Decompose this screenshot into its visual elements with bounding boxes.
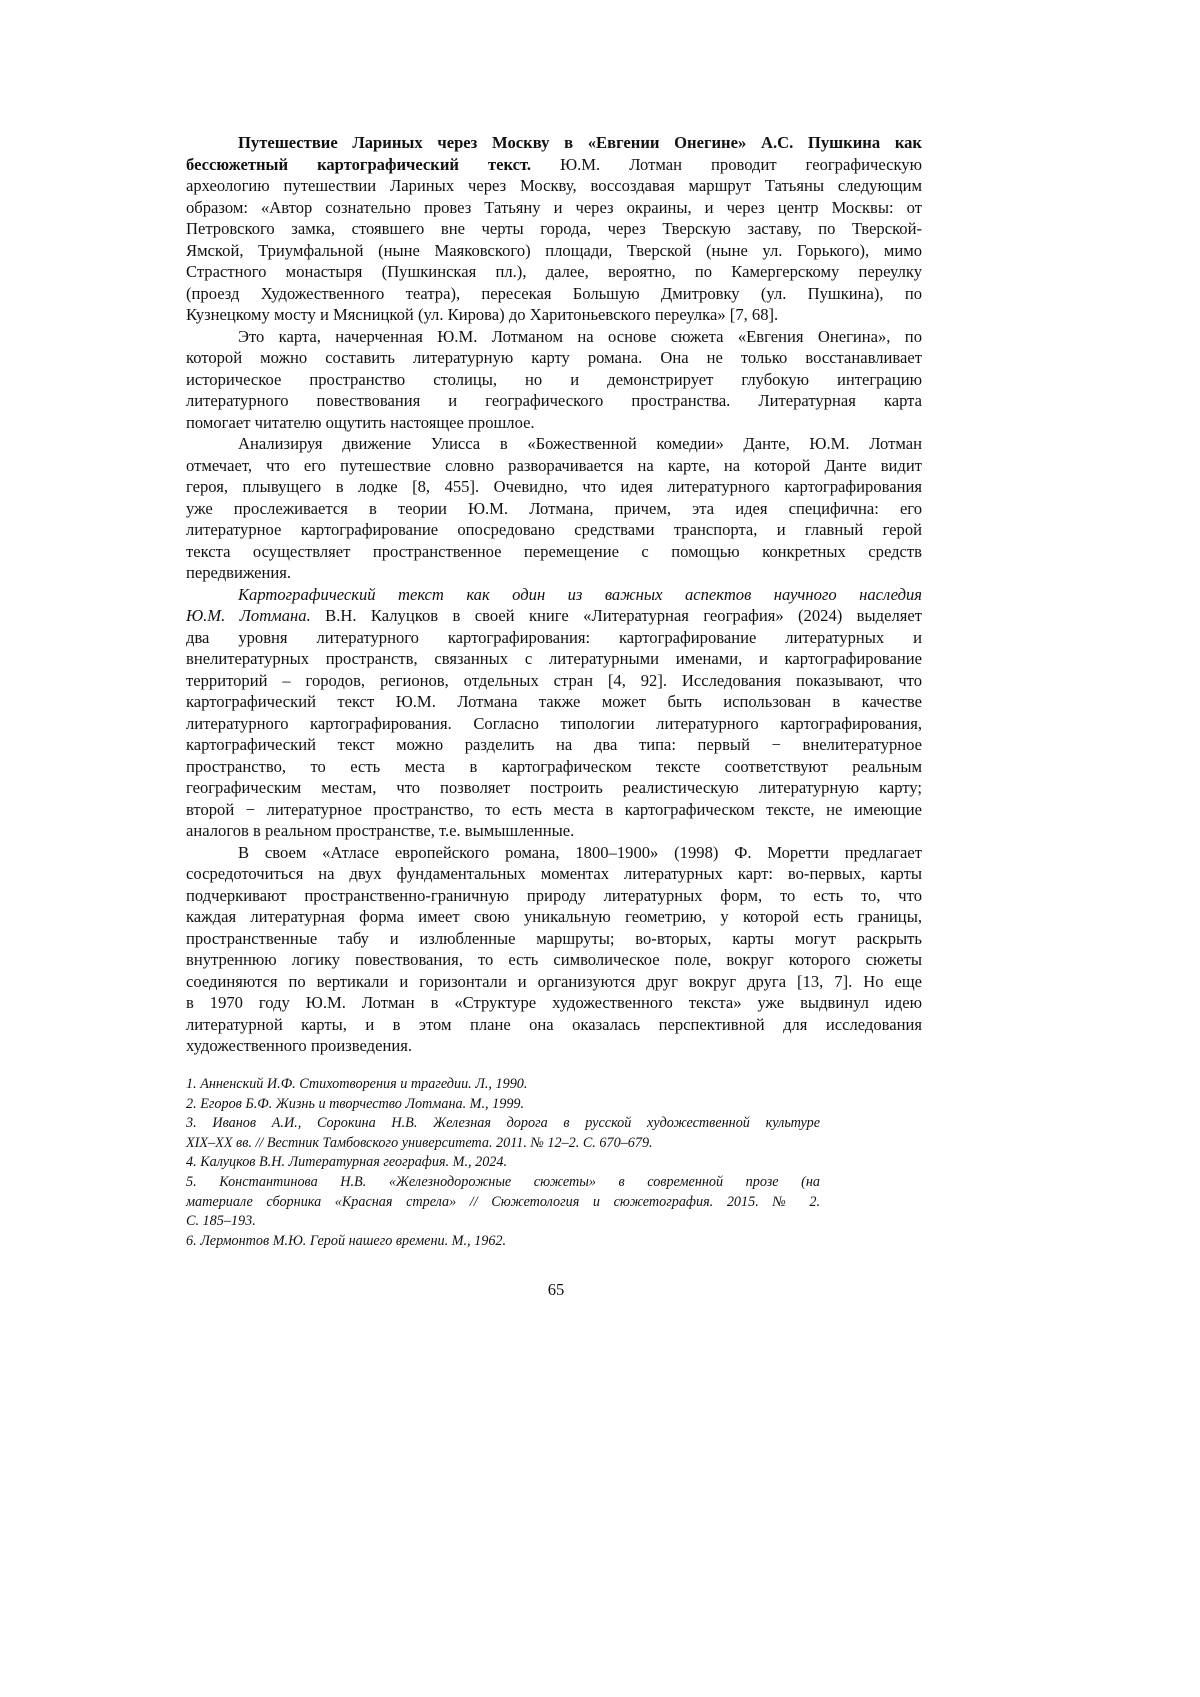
text-line	[186, 863, 922, 885]
text-run: литературного повествования и географического пространства. Литературная карта	[186, 391, 922, 410]
text-line	[186, 648, 922, 670]
text-run: Анализируя движение Улисса в «Божественной комедии» Данте, Ю.М. Лотман	[238, 434, 922, 453]
text-run: литературной карты, и в этом плане она оказалась перспективной для исследования	[186, 1015, 922, 1034]
text-run: литературное картографирование опосредовано средствами транспорта, и главный герой	[186, 520, 922, 539]
text-line	[186, 261, 922, 283]
paragraph	[186, 326, 922, 434]
text-line	[186, 799, 922, 821]
text-run: которой можно составить литературную карту романа. Она не только восстанавливает	[186, 348, 922, 367]
text-line	[186, 584, 922, 606]
text-line	[186, 347, 922, 369]
italic-heading-run: Ю.М. Лотмана.	[186, 606, 311, 625]
text-run: Ямской, Триумфальной (ныне Маяковского) площади, Тверской (ныне ул. Горького), мимо	[186, 241, 922, 260]
text-run: героя, плывущего в лодке [8, 455]. Очевидно, что идея литературного картографирования	[186, 477, 922, 496]
text-line	[186, 627, 922, 649]
text-run: подчеркивают пространственно-граничную природу литературных форм, то есть то, что	[186, 886, 922, 905]
text-line	[186, 369, 922, 391]
text-line	[186, 412, 922, 434]
text-line	[186, 326, 922, 348]
reference-line: 2. Егоров Б.Ф. Жизнь и творчество Лотмана. М., 1999.	[186, 1095, 820, 1115]
text-line	[186, 175, 922, 197]
text-line	[186, 476, 922, 498]
paragraph	[186, 842, 922, 1057]
italic-heading-run: Картографический текст как один из важных аспектов научного наследия	[238, 585, 922, 604]
text-run: внутреннюю логику повествования, то есть символическое поле, вокруг которого сюжеты	[186, 950, 922, 969]
text-run: пространственные табу и излюбленные маршруты; во-вторых, карты могут раскрыть	[186, 929, 922, 948]
reference-line: 6. Лермонтов М.Ю. Герой нашего времени. М., 1962.	[186, 1232, 820, 1252]
text-line	[186, 885, 922, 907]
text-run: помогает читателю ощутить настоящее прошлое.	[186, 413, 535, 432]
text-line	[186, 971, 922, 993]
text-line	[186, 433, 922, 455]
text-run: картографический текст Ю.М. Лотмана также может быть использован в качестве	[186, 692, 922, 711]
text-run: картографический текст можно разделить на два типа: первый − внелитературное	[186, 735, 922, 754]
paragraph	[186, 584, 922, 842]
text-run: аналогов в реальном пространстве, т.е. вымышленные.	[186, 821, 574, 840]
text-line	[186, 218, 922, 240]
text-run: Кузнецкому мосту и Мясницкой (ул. Кирова) до Харитоньевского переулка» [7, 68].	[186, 305, 778, 324]
text-run: В.Н. Калуцков в своей книге «Литературная география» (2024) выделяет	[311, 606, 922, 625]
text-line	[186, 1014, 922, 1036]
text-line	[186, 820, 922, 842]
text-line	[186, 197, 922, 219]
bold-heading-run: бессюжетный картографический текст.	[186, 155, 531, 174]
page-number: 65	[0, 1280, 1112, 1300]
text-run: второй − литературное пространство, то есть места в картографическом тексте, не имеющие	[186, 800, 922, 819]
text-line	[186, 562, 922, 584]
reference-line: С. 185–193.	[186, 1212, 820, 1232]
reference-line: 4. Калуцков В.Н. Литературная география. М., 2024.	[186, 1153, 820, 1173]
reference-line: 5. Константинова Н.В. «Железнодорожные сюжеты» в современной прозе (на	[186, 1173, 820, 1193]
text-line	[186, 1035, 922, 1057]
text-line	[186, 390, 922, 412]
text-run: Это карта, начерченная Ю.М. Лотманом на основе сюжета «Евгения Онегина», по	[238, 327, 922, 346]
reference-line: 1. Анненский И.Ф. Стихотворения и трагедии. Л., 1990.	[186, 1075, 820, 1095]
text-run: Ю.М. Лотман проводит географическую	[531, 155, 922, 174]
text-run: Петровского замка, стоявшего вне черты города, через Тверскую заставу, по Тверской-	[186, 219, 922, 238]
text-line	[186, 734, 922, 756]
text-run: сосредоточиться на двух фундаментальных моментах литературных карт: во-первых, карты	[186, 864, 922, 883]
text-line	[186, 240, 922, 262]
text-run: историческое пространство столицы, но и демонстрирует глубокую интеграцию	[186, 370, 922, 389]
text-line	[186, 691, 922, 713]
text-line	[186, 906, 922, 928]
reference-line: материале сборника «Красная стрела» // Сюжетология и сюжетография. 2015. № 2.	[186, 1193, 820, 1213]
reference-line: XIX–XX вв. // Вестник Тамбовского университета. 2011. № 12–2. С. 670–679.	[186, 1134, 820, 1154]
text-line	[186, 154, 922, 176]
text-run: отмечает, что его путешествие словно разворачивается на карте, на которой Данте видит	[186, 456, 922, 475]
text-run: территорий – городов, регионов, отдельных стран [4, 92]. Исследования показывают, что	[186, 671, 922, 690]
text-line	[186, 519, 922, 541]
reference-line: 3. Иванов А.И., Сорокина Н.В. Железная дорога в русской художественной культуре	[186, 1114, 820, 1134]
text-run: археологию путешествии Лариных через Москву, воссоздавая маршрут Татьяны следующим	[186, 176, 922, 195]
paragraph	[186, 132, 922, 326]
text-run: текста осуществляет пространственное перемещение с помощью конкретных средств	[186, 542, 922, 561]
text-line	[186, 455, 922, 477]
text-line	[186, 992, 922, 1014]
text-run: (проезд Художественного театра), пересекая Большую Дмитровку (ул. Пушкина), по	[186, 284, 922, 303]
text-run: внелитературных пространств, связанных с литературными именами, и картографирование	[186, 649, 922, 668]
text-line	[186, 928, 922, 950]
text-run: В своем «Атласе европейского романа, 1800–1900» (1998) Ф. Моретти предлагает	[238, 843, 922, 862]
text-run: передвижения.	[186, 563, 291, 582]
text-run: литературного картографирования. Согласно типологии литературного картографирования,	[186, 714, 922, 733]
text-line	[186, 756, 922, 778]
paragraph	[186, 433, 922, 584]
text-run: географическим местам, что позволяет построить реалистическую литературную карту;	[186, 778, 922, 797]
text-line	[186, 842, 922, 864]
text-line	[186, 132, 922, 154]
text-line	[186, 283, 922, 305]
text-run: Страстного монастыря (Пушкинская пл.), далее, вероятно, по Камергерскому переулку	[186, 262, 922, 281]
text-run: уже прослеживается в теории Ю.М. Лотмана, причем, эта идея специфична: его	[186, 499, 922, 518]
text-run: в 1970 году Ю.М. Лотман в «Структуре художественного текста» уже выдвинул идею	[186, 993, 922, 1012]
text-run: два уровня литературного картографирования: картографирование литературных и	[186, 628, 922, 647]
text-line	[186, 713, 922, 735]
text-line	[186, 304, 922, 326]
text-run: художественного произведения.	[186, 1036, 412, 1055]
text-run: образом: «Автор сознательно провез Татьяну и через окраины, и через центр Москвы: от	[186, 198, 922, 217]
text-line	[186, 949, 922, 971]
text-line	[186, 498, 922, 520]
text-line	[186, 541, 922, 563]
text-line	[186, 777, 922, 799]
text-run: каждая литературная форма имеет свою уникальную геометрию, у которой есть границы,	[186, 907, 922, 926]
body-text	[186, 132, 922, 1057]
text-line	[186, 670, 922, 692]
references-list	[186, 1075, 820, 1251]
text-line	[186, 605, 922, 627]
text-run: пространство, то есть места в картографическом тексте соответствуют реальным	[186, 757, 922, 776]
text-run: соединяются по вертикали и горизонтали и организуются друг вокруг друга [13, 7]. Но еще	[186, 972, 922, 991]
bold-heading-run: Путешествие Лариных через Москву в «Евгении Онегине» А.С. Пушкина как	[238, 133, 922, 152]
